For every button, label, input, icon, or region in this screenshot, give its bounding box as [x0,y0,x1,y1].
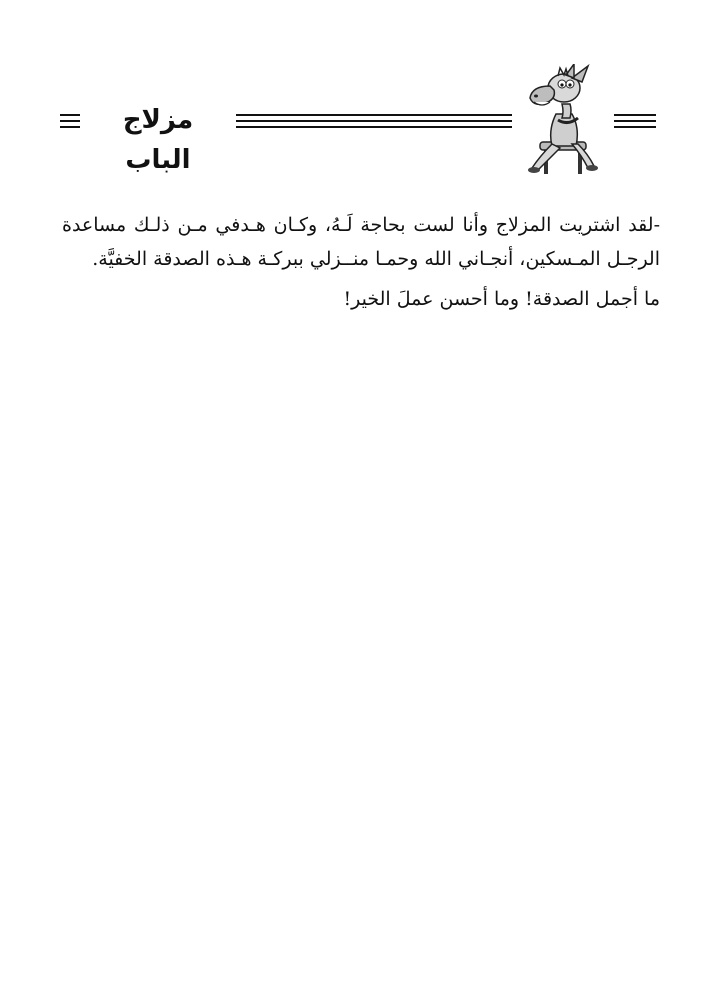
header-rule-left [60,114,80,128]
chapter-header [0,60,720,180]
paragraph-moral: ما أجمل الصدقة! وما أحسن عملَ الخير! [343,288,660,310]
chapter-title: مزلاج الباب [122,105,194,175]
paragraph-dialogue: -لقد اشتريت المزلاج وأنا لست بحاجة لَـهُ، وكـان هـدفي مـن ذلـك مساعدة الرجـل المـسكين، أنجـاني الله وحمـا منــزلي ببركـة هـذه الصدقة الخفيَّة. [62,214,660,270]
donkey-cartoon-icon [522,64,604,176]
header-rule-middle [236,114,512,128]
story-body [62,208,660,316]
header-rule-right [614,114,656,128]
